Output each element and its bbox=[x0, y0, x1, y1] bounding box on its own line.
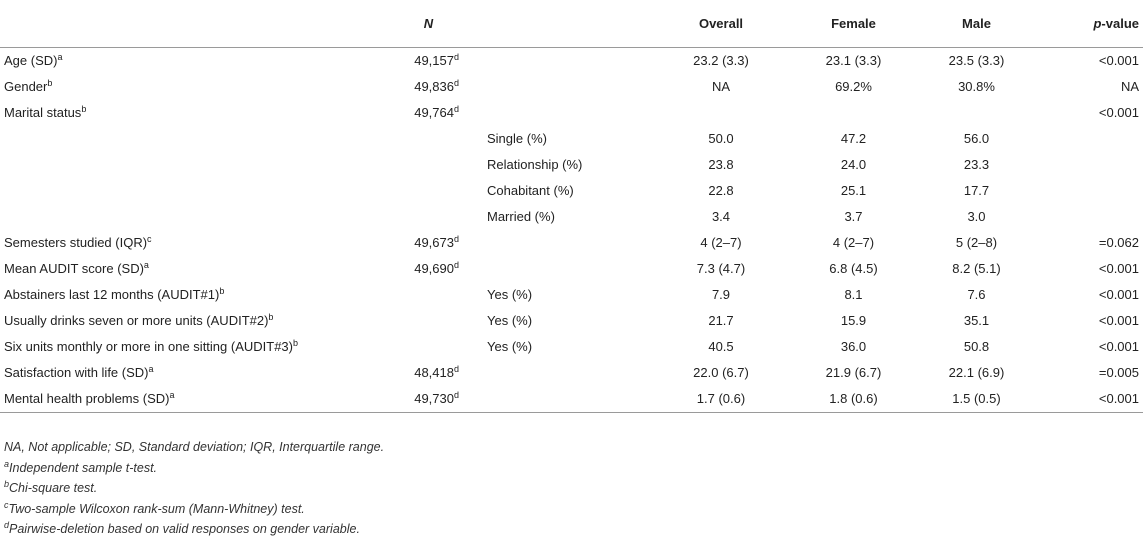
cell-label bbox=[0, 229, 386, 255]
cell-label-text: Mental health problems (SD) bbox=[4, 391, 170, 406]
cell-subcategory-text: Cohabitant (%) bbox=[487, 182, 574, 198]
cell-female-text: 8.1 bbox=[844, 286, 863, 302]
cell-female-text: 25.1 bbox=[840, 182, 867, 198]
cell-n bbox=[386, 151, 471, 177]
cell-subcategory bbox=[471, 47, 651, 73]
cell-p-value bbox=[1037, 125, 1143, 151]
footnote-letter: b bbox=[4, 479, 10, 489]
cell-female bbox=[791, 177, 916, 203]
cell-p-value-text: <0.001 bbox=[1098, 312, 1139, 328]
cell-p-value bbox=[1037, 151, 1143, 177]
cell-label bbox=[0, 203, 386, 229]
cell-n bbox=[386, 255, 471, 281]
cell-female bbox=[791, 333, 916, 359]
cell-p-value-text: <0.001 bbox=[1098, 286, 1139, 302]
footnote-line bbox=[4, 499, 384, 520]
cell-male-text: 30.8% bbox=[958, 78, 995, 94]
footnote-marker: b bbox=[219, 285, 225, 296]
cell-n-text: 49,673 bbox=[414, 234, 454, 250]
cell-label bbox=[0, 99, 386, 125]
footnote-marker: a bbox=[57, 51, 63, 62]
cell-overall bbox=[651, 125, 791, 151]
footnote-marker: a bbox=[148, 363, 154, 374]
cell-overall-text: 3.4 bbox=[711, 208, 731, 224]
cell-overall-text: NA bbox=[711, 78, 731, 94]
cell-p-value bbox=[1037, 385, 1143, 413]
footnote-marker: d bbox=[453, 259, 459, 270]
footnote-letter: a bbox=[4, 458, 10, 469]
cell-label-text: Gender bbox=[4, 78, 48, 94]
cell-overall bbox=[651, 177, 791, 203]
cell-female-text: 36.0 bbox=[840, 338, 867, 354]
cell-subcategory bbox=[471, 385, 651, 413]
cell-female-text: 69.2% bbox=[835, 78, 872, 94]
cell-female-text: 21.9 (6.7) bbox=[825, 364, 882, 380]
cell-male bbox=[916, 385, 1037, 413]
header-overall: Overall bbox=[651, 0, 791, 47]
table-row bbox=[0, 177, 1143, 203]
cell-female bbox=[791, 151, 916, 177]
cell-subcategory-text: Single (%) bbox=[487, 130, 547, 146]
footnote-line bbox=[4, 478, 384, 499]
cell-overall bbox=[651, 255, 791, 281]
table-row bbox=[0, 73, 1143, 99]
cell-female bbox=[791, 203, 916, 229]
cell-subcategory-text: Relationship (%) bbox=[487, 156, 583, 172]
cell-n bbox=[386, 73, 471, 99]
header-p-italic: p bbox=[1093, 15, 1102, 31]
cell-p-value-text: NA bbox=[1120, 78, 1139, 94]
cell-p-value bbox=[1037, 203, 1143, 229]
footnote-marker: d bbox=[453, 51, 459, 62]
cell-female bbox=[791, 229, 916, 255]
cell-label bbox=[0, 307, 386, 333]
cell-p-value-text: <0.001 bbox=[1098, 104, 1139, 120]
cell-male bbox=[916, 359, 1037, 385]
cell-female-text: 3.7 bbox=[844, 208, 863, 224]
cell-label bbox=[0, 281, 386, 307]
footnote-marker: b bbox=[81, 103, 87, 114]
cell-female bbox=[791, 125, 916, 151]
cell-p-value-text: =0.062 bbox=[1098, 234, 1139, 250]
cell-subcategory bbox=[471, 99, 651, 125]
cell-overall bbox=[651, 385, 791, 413]
cell-male bbox=[916, 125, 1037, 151]
cell-overall bbox=[651, 281, 791, 307]
cell-label bbox=[0, 385, 386, 413]
cell-overall bbox=[651, 229, 791, 255]
cell-subcategory bbox=[471, 177, 651, 203]
table-row bbox=[0, 47, 1143, 73]
cell-female-text: 4 (2–7) bbox=[832, 234, 875, 250]
cell-female bbox=[791, 385, 916, 413]
footnote-marker: a bbox=[169, 390, 175, 400]
cell-label bbox=[0, 333, 386, 359]
cell-overall-text: 7.3 (4.7) bbox=[696, 260, 746, 276]
cell-subcategory-text: Yes (%) bbox=[487, 286, 533, 302]
cell-n bbox=[386, 281, 471, 307]
cell-overall-text: 7.9 bbox=[711, 286, 731, 302]
cell-subcategory bbox=[471, 281, 651, 307]
footnote-marker: d bbox=[453, 233, 459, 244]
cell-overall-text: 40.5 bbox=[708, 338, 734, 354]
footnote-marker: d bbox=[453, 390, 459, 400]
cell-n-text: 48,418 bbox=[414, 364, 454, 380]
cell-overall-text: 22.8 bbox=[708, 182, 734, 198]
header-n: N bbox=[386, 0, 471, 47]
cell-label-text: Marital status bbox=[4, 104, 82, 120]
cell-n bbox=[386, 125, 471, 151]
cell-p-value bbox=[1037, 255, 1143, 281]
cell-overall bbox=[651, 151, 791, 177]
table-footnotes bbox=[4, 437, 384, 540]
cell-male bbox=[916, 281, 1037, 307]
cell-p-value-text: <0.001 bbox=[1098, 391, 1139, 406]
header-sub bbox=[471, 0, 651, 47]
cell-n bbox=[386, 359, 471, 385]
cell-n-text: 49,157 bbox=[414, 52, 454, 68]
table-row bbox=[0, 229, 1143, 255]
cell-n bbox=[386, 307, 471, 333]
table-row bbox=[0, 203, 1143, 229]
cell-female-text: 15.9 bbox=[840, 312, 867, 328]
cell-n bbox=[386, 177, 471, 203]
cell-label-text: Semesters studied (IQR) bbox=[4, 234, 148, 250]
footnote-marker: c bbox=[147, 233, 152, 244]
cell-overall-text: 22.0 (6.7) bbox=[693, 364, 749, 380]
cell-n bbox=[386, 47, 471, 73]
cell-overall-text: 23.2 (3.3) bbox=[693, 52, 749, 68]
cell-p-value bbox=[1037, 359, 1143, 385]
footnote-marker: b bbox=[268, 311, 274, 322]
footnote-marker: d bbox=[453, 363, 459, 374]
cell-n bbox=[386, 333, 471, 359]
header-p-value bbox=[1037, 0, 1143, 47]
cell-male-text: 22.1 (6.9) bbox=[948, 364, 1005, 380]
cell-label-text: Usually drinks seven or more units (AUDIT#2) bbox=[4, 312, 269, 328]
footnote-line bbox=[4, 458, 384, 479]
cell-subcategory bbox=[471, 229, 651, 255]
cell-female-text: 47.2 bbox=[840, 130, 867, 146]
cell-male bbox=[916, 151, 1037, 177]
cell-n-text: 49,836 bbox=[414, 78, 454, 94]
footnote-marker: a bbox=[143, 259, 149, 270]
footnote-text: Pairwise-deletion based on valid responses on gender variable. bbox=[9, 522, 360, 536]
cell-subcategory bbox=[471, 307, 651, 333]
cell-male bbox=[916, 333, 1037, 359]
cell-p-value-text: =0.005 bbox=[1098, 364, 1139, 380]
cell-overall bbox=[651, 73, 791, 99]
cell-label-text: Age (SD) bbox=[4, 52, 58, 68]
table-row bbox=[0, 125, 1143, 151]
cell-male-text: 7.6 bbox=[967, 286, 986, 302]
cell-male bbox=[916, 177, 1037, 203]
cell-label-text: Satisfaction with life (SD) bbox=[4, 364, 149, 380]
footnote-marker: d bbox=[453, 77, 459, 88]
footnote-marker: b bbox=[293, 337, 299, 348]
cell-p-value bbox=[1037, 99, 1143, 125]
cell-label bbox=[0, 255, 386, 281]
cell-female-text: 1.8 (0.6) bbox=[829, 391, 878, 406]
cell-label bbox=[0, 359, 386, 385]
table-row bbox=[0, 307, 1143, 333]
cell-overall bbox=[651, 99, 791, 125]
cell-subcategory bbox=[471, 125, 651, 151]
cell-female bbox=[791, 307, 916, 333]
cell-subcategory-text: Married (%) bbox=[487, 208, 555, 224]
cell-female bbox=[791, 99, 916, 125]
footnote-letter: d bbox=[4, 520, 10, 530]
cell-label-text: Six units monthly or more in one sitting (AUDIT#3) bbox=[4, 338, 293, 354]
footnote-marker: d bbox=[453, 103, 459, 114]
cell-n-text: 49,764 bbox=[414, 104, 454, 120]
table-row bbox=[0, 385, 1143, 413]
cell-n bbox=[386, 385, 471, 413]
cell-female bbox=[791, 359, 916, 385]
cell-p-value-text: <0.001 bbox=[1098, 260, 1139, 276]
cell-n bbox=[386, 203, 471, 229]
cell-p-value bbox=[1037, 333, 1143, 359]
cell-male-text: 50.8 bbox=[963, 338, 990, 354]
cell-overall bbox=[651, 47, 791, 73]
cell-n bbox=[386, 229, 471, 255]
cell-male-text: 3.0 bbox=[967, 208, 986, 224]
cell-female bbox=[791, 281, 916, 307]
footnote-text: NA, Not applicable; SD, Standard deviation; IQR, Interquartile range. bbox=[4, 440, 385, 454]
cell-male-text: 23.3 bbox=[963, 156, 990, 172]
cell-p-value-text: <0.001 bbox=[1098, 338, 1139, 354]
cell-label bbox=[0, 73, 386, 99]
cell-female bbox=[791, 255, 916, 281]
cell-female-text: 6.8 (4.5) bbox=[829, 260, 878, 276]
cell-male-text: 1.5 (0.5) bbox=[952, 391, 1001, 406]
cell-n-text: 49,730 bbox=[414, 391, 454, 406]
cell-subcategory-text: Yes (%) bbox=[487, 338, 533, 354]
footnote-marker: b bbox=[47, 77, 53, 88]
cell-subcategory bbox=[471, 255, 651, 281]
cell-overall-text: 4 (2–7) bbox=[700, 234, 742, 250]
cell-overall-text: 50.0 bbox=[708, 130, 734, 146]
cell-male bbox=[916, 307, 1037, 333]
table-row bbox=[0, 151, 1143, 177]
header-male: Male bbox=[916, 0, 1037, 47]
cell-p-value bbox=[1037, 177, 1143, 203]
cell-label-text: Mean AUDIT score (SD) bbox=[4, 260, 144, 276]
table-body bbox=[0, 47, 1143, 413]
cell-female bbox=[791, 73, 916, 99]
table-row bbox=[0, 281, 1143, 307]
cell-subcategory bbox=[471, 359, 651, 385]
cell-overall bbox=[651, 203, 791, 229]
cell-male-text: 56.0 bbox=[963, 130, 990, 146]
cell-p-value bbox=[1037, 47, 1143, 73]
footnote-text: Independent sample t-test. bbox=[9, 460, 158, 475]
cell-male-text: 23.5 (3.3) bbox=[948, 52, 1005, 68]
cell-overall-text: 1.7 (0.6) bbox=[696, 391, 746, 406]
cell-label bbox=[0, 177, 386, 203]
cell-overall bbox=[651, 307, 791, 333]
footnote-line bbox=[4, 437, 384, 458]
cell-overall-text: 23.8 bbox=[708, 156, 734, 172]
cell-p-value bbox=[1037, 229, 1143, 255]
cell-male bbox=[916, 47, 1037, 73]
cell-female bbox=[791, 47, 916, 73]
cell-label bbox=[0, 151, 386, 177]
cell-female-text: 23.1 (3.3) bbox=[825, 52, 882, 68]
cell-p-value bbox=[1037, 307, 1143, 333]
cell-male bbox=[916, 99, 1037, 125]
cell-n bbox=[386, 99, 471, 125]
cell-male-text: 35.1 bbox=[963, 312, 990, 328]
cell-male-text: 5 (2–8) bbox=[955, 234, 998, 250]
header-p-suffix: -value bbox=[1101, 15, 1139, 31]
table-row bbox=[0, 99, 1143, 125]
cell-male-text: 17.7 bbox=[963, 182, 990, 198]
cell-male-text: 8.2 (5.1) bbox=[952, 260, 1001, 276]
table-header bbox=[0, 0, 1143, 47]
table-row bbox=[0, 255, 1143, 281]
header-female: Female bbox=[791, 0, 916, 47]
cell-p-value bbox=[1037, 73, 1143, 99]
footnote-text: Chi-square test. bbox=[9, 481, 98, 495]
cell-male bbox=[916, 73, 1037, 99]
table-row bbox=[0, 359, 1143, 385]
cell-male bbox=[916, 229, 1037, 255]
footnote-letter: c bbox=[4, 499, 9, 510]
cell-subcategory bbox=[471, 203, 651, 229]
cell-male bbox=[916, 255, 1037, 281]
cell-p-value-text: <0.001 bbox=[1098, 52, 1139, 68]
cell-subcategory bbox=[471, 73, 651, 99]
cell-female-text: 24.0 bbox=[840, 156, 867, 172]
cell-male bbox=[916, 203, 1037, 229]
cell-label bbox=[0, 125, 386, 151]
cell-overall bbox=[651, 359, 791, 385]
cell-label bbox=[0, 47, 386, 73]
cell-overall-text: 21.7 bbox=[708, 312, 734, 328]
header-label bbox=[0, 0, 386, 47]
cell-subcategory bbox=[471, 151, 651, 177]
cell-subcategory bbox=[471, 333, 651, 359]
cell-subcategory-text: Yes (%) bbox=[487, 312, 533, 328]
cell-overall bbox=[651, 333, 791, 359]
header-row bbox=[0, 0, 1143, 47]
cell-n-text: 49,690 bbox=[414, 260, 454, 276]
cell-label-text: Abstainers last 12 months (AUDIT#1) bbox=[4, 286, 220, 302]
cell-p-value bbox=[1037, 281, 1143, 307]
table-row bbox=[0, 333, 1143, 359]
footnote-line bbox=[4, 519, 384, 540]
footnote-text: Two-sample Wilcoxon rank-sum (Mann-Whitney) test. bbox=[8, 501, 305, 516]
